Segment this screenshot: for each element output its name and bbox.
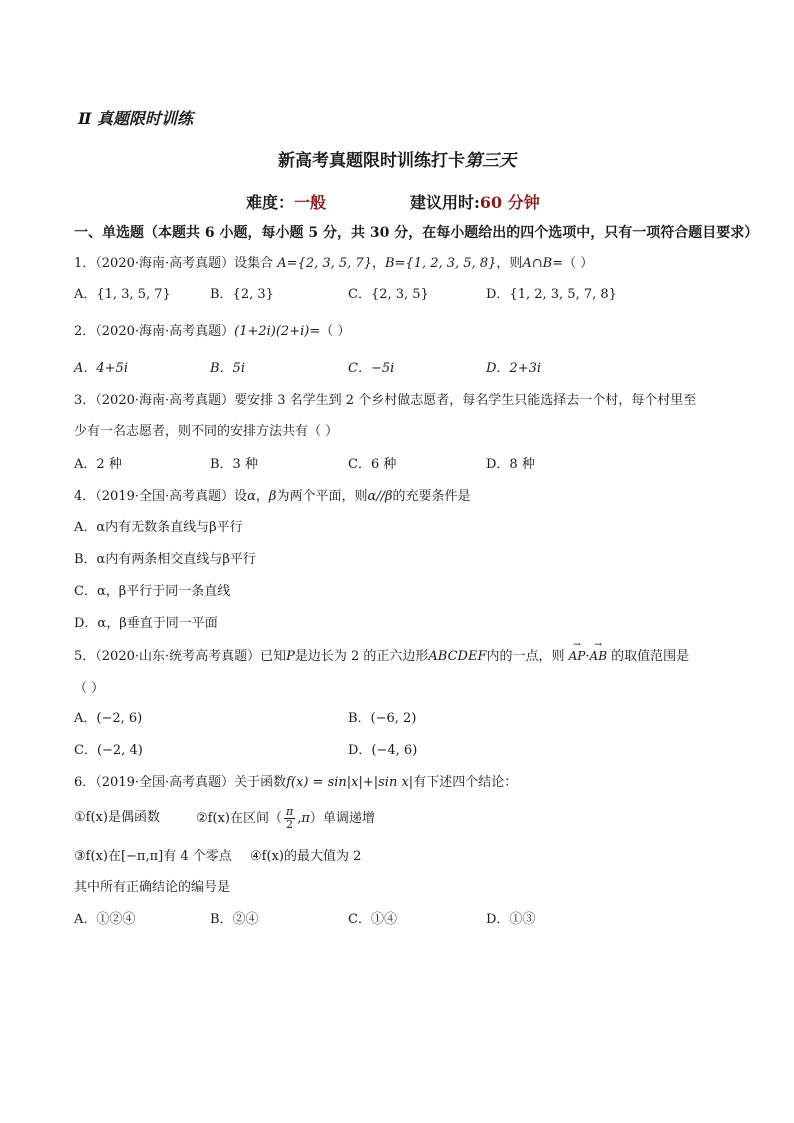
question-1-stem: 1．（2020·海南·高考真题）设集合 A={2, 3, 5, 7}，B={1, 2, 3, 5, 8}，则A∩B=（ ） <box>74 256 594 271</box>
q6-c2-end: ）单调递增 <box>309 811 375 826</box>
q5-option-d[interactable]: D．(−4, 6) <box>348 743 418 758</box>
q6-option-c[interactable]: C．①④ <box>348 912 397 927</box>
question-6-stem <box>74 771 517 790</box>
q6-c2-mid: ,π <box>297 811 310 826</box>
question-4-stem: 4．（2019·全国·高考真题）设α，β为两个平面，则α//β的充要条件是 <box>74 489 471 504</box>
difficulty <box>246 190 326 213</box>
q6-option-d[interactable]: D．①③ <box>486 912 536 927</box>
difficulty-value: 一般 <box>294 193 327 212</box>
q4-option-b[interactable]: B．α内有两条相交直线与β平行 <box>74 552 256 567</box>
q5-option-b[interactable]: B．(−6, 2) <box>348 711 417 726</box>
suggested-time <box>410 190 540 213</box>
q5-mid: 是边长为 2 的正六边形 <box>294 649 429 664</box>
q3-option-a[interactable]: A．2 种 <box>74 457 122 472</box>
title-day: 第三天 <box>465 151 516 171</box>
q4-option-a[interactable]: A．α内有无数条直线与β平行 <box>74 520 243 535</box>
q2-option-c[interactable]: C．−5i <box>348 361 395 376</box>
q4-mid: 为两个平面，则 <box>276 489 368 504</box>
difficulty-label: 难度： <box>246 193 295 212</box>
fraction-pi-over-2 <box>284 806 295 831</box>
q6-function: f(x) = sin|x|+|sin x| <box>286 775 414 790</box>
time-label: 建议用时: <box>410 193 480 212</box>
q4-option-d[interactable]: D．α，β垂直于同一平面 <box>74 616 218 631</box>
q4-prefix: 4．（2019·全国·高考真题）设 <box>74 489 248 504</box>
q1-set-b: B={1, 2, 3, 5, 8} <box>384 256 497 271</box>
vector-ap: → AP <box>569 649 586 663</box>
q5-mid2: 内的一点，则 <box>486 649 565 664</box>
time-value: 60 分钟 <box>479 193 540 212</box>
frac-denominator: 2 <box>286 818 294 831</box>
frac-numerator: π <box>285 805 294 818</box>
section-heading: 一、单选题（本题共 6 小题，每小题 5 分，共 30 分，在每小题给出的四个选项中，只有一项符合题目要求） <box>74 225 759 241</box>
q1-option-c[interactable]: C．{2, 3, 5} <box>348 287 429 302</box>
q6-option-b[interactable]: B．②④ <box>210 912 259 927</box>
q6-question: 其中所有正确结论的编号是 <box>74 880 231 895</box>
page-title <box>0 146 794 171</box>
q6-option-a[interactable]: A．①②④ <box>74 912 136 927</box>
q1-end: =（ ） <box>552 256 594 271</box>
q2-option-d[interactable]: D．2+3i <box>486 361 542 376</box>
q6-conclusion-2 <box>196 806 375 831</box>
q6-conclusion-1: ①f(x)是偶函数 <box>74 810 160 825</box>
question-3-line-1: 3．（2020·海南·高考真题）要安排 3 名学生到 2 个乡村做志愿者，每名学生只能选择去一个村，每个村里至 <box>74 393 697 408</box>
q2-option-b[interactable]: B．5i <box>210 361 245 376</box>
q1-expr: A∩B <box>522 256 553 271</box>
q2-expr: (1+2i)(2+i) <box>234 324 310 339</box>
q5-option-c[interactable]: C．(−2, 4) <box>74 743 143 758</box>
q5-prefix: 5．（2020·山东·统考高考真题）已知 <box>74 649 287 664</box>
section-title: Ⅱ 真题限时训练 <box>78 109 194 128</box>
q5-hexagon: ABCDEF <box>428 649 487 664</box>
q1-set-a: A={2, 3, 5, 7} <box>277 256 372 271</box>
q3-option-b[interactable]: B．3 种 <box>210 457 258 472</box>
q1-mid: ，则 <box>496 256 523 271</box>
question-3-line-2: 少有一名志愿者，则不同的安排方法共有（ ） <box>74 424 339 439</box>
q2-end: =（ ） <box>309 324 351 339</box>
q4-option-c[interactable]: C．α，β平行于同一条直线 <box>74 584 231 599</box>
q1-option-b[interactable]: B．{2, 3} <box>210 287 274 302</box>
title-main: 新高考真题限时训练打卡 <box>278 151 465 171</box>
q1-option-d[interactable]: D．{1, 2, 3, 5, 7, 8} <box>486 287 617 302</box>
q6-end: 有下述四个结论： <box>413 775 518 790</box>
question-2-stem <box>74 320 350 339</box>
q2-prefix: 2．（2020·海南·高考真题） <box>74 324 235 339</box>
q6-conclusion-4: ④f(x)的最大值为 2 <box>250 849 362 864</box>
question-5-line-2: （ ） <box>74 681 105 696</box>
q5-dot: · <box>585 649 590 664</box>
q3-option-c[interactable]: C．6 种 <box>348 457 397 472</box>
q1-prefix: 1．（2020·海南·高考真题）设集合 <box>74 256 278 271</box>
vector-ab: → AB <box>590 649 607 663</box>
q4-expr: α//β <box>367 489 393 504</box>
q5-end: 的取值范围是 <box>611 649 690 664</box>
q1-option-a[interactable]: A．{1, 3, 5, 7} <box>74 287 171 302</box>
q6-conclusion-3: ③f(x)在[−π,π]有 4 个零点 <box>74 849 232 864</box>
q4-end: 的充要条件是 <box>392 489 471 504</box>
q5-point: P <box>286 649 295 664</box>
q6-c2-prefix: ②f(x)在区间（ <box>196 811 282 826</box>
q5-option-a[interactable]: A．(−2, 6) <box>74 711 143 726</box>
q6-prefix: 6．（2019·全国·高考真题）关于函数 <box>74 775 287 790</box>
q2-option-a[interactable]: A．4+5i <box>74 361 128 376</box>
question-5-stem <box>74 645 689 664</box>
q3-option-d[interactable]: D．8 种 <box>486 457 535 472</box>
